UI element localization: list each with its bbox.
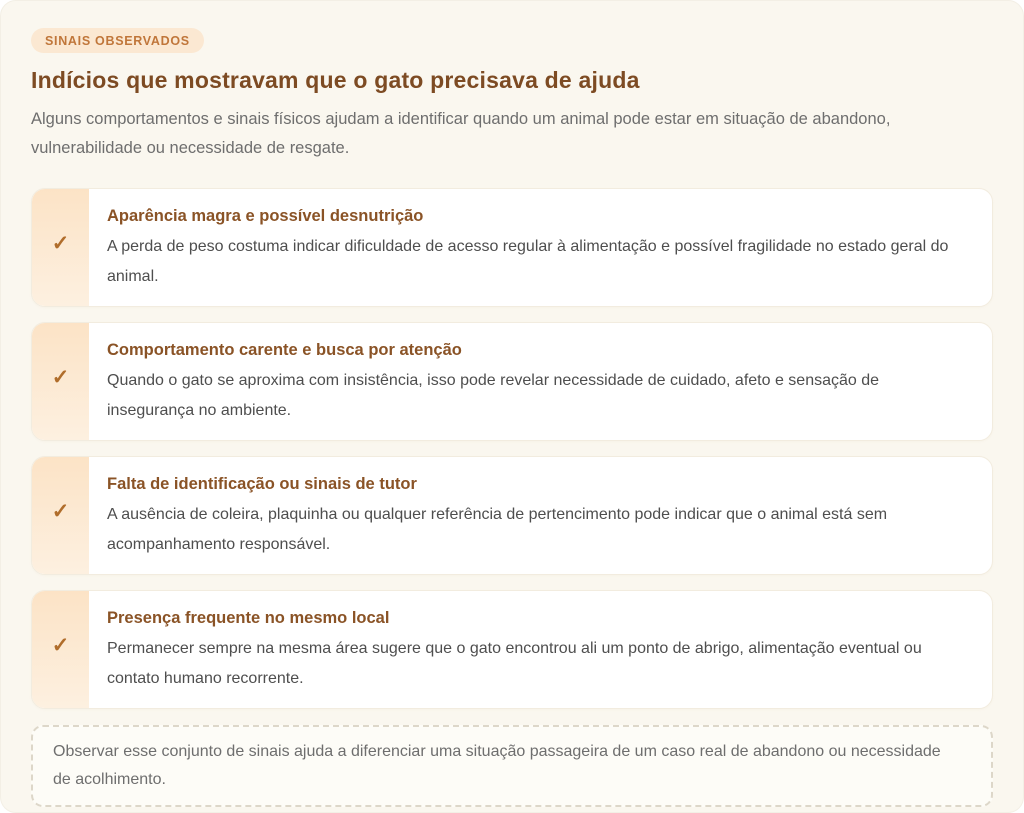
summary-note-text: Observar esse conjunto de sinais ajuda a diferenciar uma situação passageira de um caso real de abandono ou necessidade de acolhimento. <box>53 743 941 788</box>
card-content <box>89 323 992 440</box>
page-title: Indícios que mostravam que o gato precisava de ajuda <box>31 67 640 93</box>
card-content <box>89 457 992 574</box>
card-content <box>89 591 992 708</box>
card-text: Permanecer sempre na mesma área sugere que o gato encontrou ali um ponto de abrigo, alimentação eventual ou contato humano recorrente. <box>107 640 922 687</box>
signals-list <box>31 188 993 709</box>
card-title: Comportamento carente e busca por atenção <box>107 341 462 359</box>
signal-card-appearance <box>31 188 993 307</box>
card-title: Falta de identificação ou sinais de tutor <box>107 475 417 493</box>
page-subtitle: Alguns comportamentos e sinais físicos ajudam a identificar quando um animal pode estar em situação de abandono, vulnerabilidade ou necessidade de resgate. <box>31 110 891 157</box>
check-icon: ✓ <box>51 500 70 523</box>
signal-card-presence <box>31 590 993 709</box>
signal-card-behavior <box>31 322 993 441</box>
check-column <box>32 591 89 708</box>
check-icon: ✓ <box>51 366 70 389</box>
card-title: Aparência magra e possível desnutrição <box>107 207 424 225</box>
check-column <box>32 457 89 574</box>
section-badge: SINAIS OBSERVADOS <box>31 28 204 53</box>
card-title: Presença frequente no mesmo local <box>107 609 390 627</box>
card-text: Quando o gato se aproxima com insistência, isso pode revelar necessidade de cuidado, afeto e sensação de insegurança no ambiente. <box>107 372 880 419</box>
card-text: A ausência de coleira, plaquinha ou qualquer referência de pertencimento pode indicar que o animal está sem acompanhamento responsável. <box>107 506 888 553</box>
card-content <box>89 189 992 306</box>
check-icon: ✓ <box>51 232 70 255</box>
check-column <box>32 323 89 440</box>
check-column <box>32 189 89 306</box>
signal-card-identification <box>31 456 993 575</box>
card-text: A perda de peso costuma indicar dificuldade de acesso regular à alimentação e possível fragilidade no estado geral do animal. <box>107 238 949 285</box>
check-icon: ✓ <box>51 634 70 657</box>
summary-note <box>31 725 993 807</box>
